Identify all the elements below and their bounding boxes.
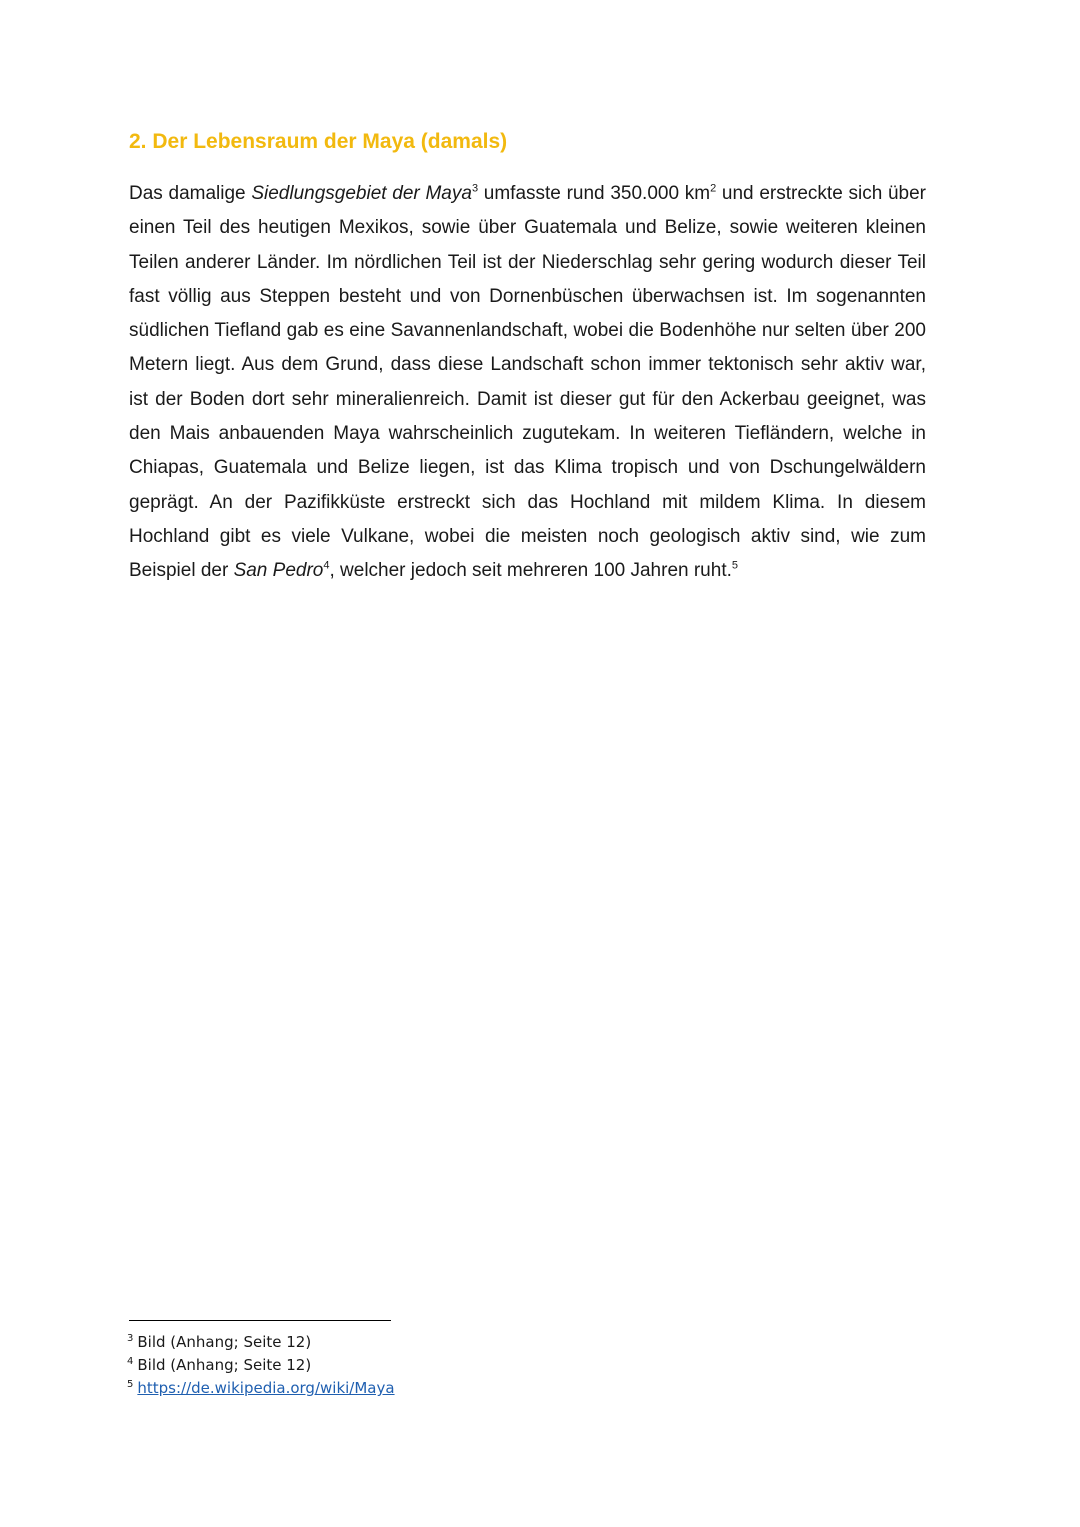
superscript-squared: 2 — [710, 182, 717, 195]
text-run: und erstreckte sich über einen Teil des heutigen Mexikos, sowie über Guatemala und Belize, sowie weiteren kleinen Teilen anderer Länder. Im nördlichen Teil ist der Niederschlag sehr gering wodurch dieser Teil fast völlig aus Steppen besteht und von Dornenbüschen überwachsen ist. Im sogenannten südlichen Tiefland gab es eine Savannenlandschaft, wobei die Bodenhöhe nur selten über 200 Metern liegt. Aus dem Grund, dass diese Landschaft schon immer tektonisch sehr aktiv war, ist der Boden dort sehr mineralienreich. Damit ist dieser gut für den Ackerbau geeignet, was den Mais anbauenden Maya wahrscheinlich zugutekam. In weiteren Tiefländern, welche in Chiapas, Guatemala und Belize liegen, ist das Klima tropisch und von Dschungelwäldern geprägt. An der Pazifikküste erstreckt sich das Hochland mit mildem Klima. In diesem Hochland gibt es viele Vulkane, wobei die meisten noch geologisch aktiv sind, wie zum Beispiel der — [129, 183, 927, 582]
text-run: umfasste rund 350.000 km — [478, 183, 711, 204]
footnote-mark: 3 — [127, 1333, 134, 1344]
italic-term-san-pedro: San Pedro — [233, 560, 324, 582]
footnote-text: Bild (Anhang; Seite 12) — [137, 1356, 312, 1374]
footnote-text: Bild (Anhang; Seite 12) — [137, 1333, 312, 1351]
footnote-ref-3[interactable]: 3 — [471, 182, 479, 195]
footnote-item — [127, 1377, 395, 1400]
footnote-mark: 5 — [127, 1379, 134, 1390]
footnote-item — [127, 1354, 395, 1377]
italic-term-siedlungsgebiet: Siedlungsgebiet der Maya — [251, 183, 472, 204]
footnote-item — [127, 1331, 395, 1354]
footnote-link[interactable]: https://de.wikipedia.org/wiki/Maya — [137, 1379, 395, 1397]
footnote-separator — [129, 1320, 391, 1321]
footnote-ref-5[interactable]: 5 — [731, 559, 738, 572]
footnote-mark: 4 — [127, 1356, 134, 1367]
section-heading: 2. Der Lebensraum der Maya (damals) — [129, 130, 508, 153]
text-run: , welcher jedoch seit mehreren 100 Jahren ruht. — [329, 560, 732, 582]
footnote-ref-4[interactable]: 4 — [323, 559, 330, 572]
body-paragraph — [129, 177, 926, 589]
text-run: Das damalige — [129, 183, 252, 204]
footnote-list — [127, 1331, 395, 1400]
